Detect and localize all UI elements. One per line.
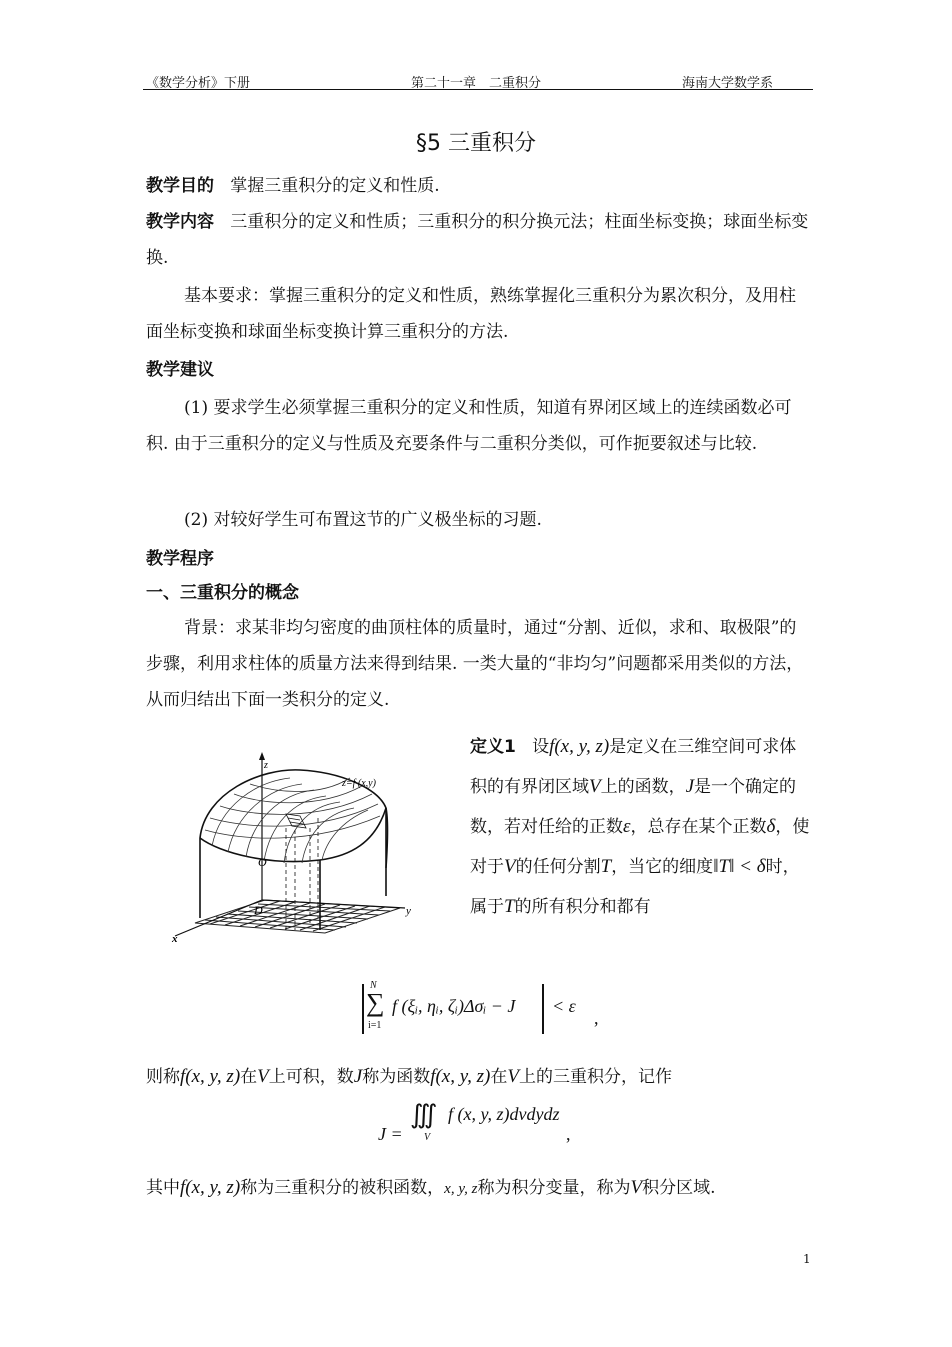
- def-text: 的所有积分和都有: [514, 897, 651, 917]
- def-text: 上的函数，: [600, 777, 686, 797]
- basic-requirement: 基本要求：掌握三重积分的定义和性质，熟练掌握化三重积分为累次积分，及用柱面坐标变换和球面坐标变换计算三重积分的方法.: [146, 286, 796, 342]
- t-symbol: T: [600, 856, 612, 877]
- v-symbol: V: [630, 1177, 643, 1198]
- x-axis-label: x: [172, 933, 178, 945]
- text: 积分区域.: [642, 1178, 716, 1198]
- integral-domain: V: [424, 1132, 431, 1143]
- def-text: ，总存在某个正数: [630, 817, 767, 837]
- j-symbol: J: [353, 1066, 363, 1087]
- def-text: 是定义在三维空间可求体积的有界闭区域: [470, 737, 797, 797]
- fxyz-term: f(x, y, z): [180, 1177, 241, 1198]
- goal-paragraph: [146, 168, 810, 204]
- v-symbol: V: [507, 1066, 519, 1087]
- advice-item-1: (1) 要求学生必须掌握三重积分的定义和性质，知道有界闭区域上的连续函数必可积. 由于三重积分的定义与性质及充要条件与二重积分类似，可作扼要叙述与比较.: [146, 398, 792, 454]
- content-paragraph: [146, 204, 810, 276]
- def-text: 是一个确定的数，若对任给的正数: [470, 777, 797, 837]
- z-axis-label: z: [264, 760, 268, 771]
- variables-term: x, y, z: [444, 1181, 478, 1197]
- def-text: 时，属于: [470, 857, 800, 917]
- text: 则称: [146, 1067, 180, 1087]
- text: 称为函数: [362, 1067, 431, 1087]
- riemann-inequality: [362, 980, 612, 1036]
- integrable-statement: [146, 1059, 810, 1095]
- integral-comma: ,: [566, 1124, 571, 1144]
- def-text: ，当它的细度: [611, 857, 714, 877]
- origin-label: O: [258, 855, 267, 869]
- sum-body: f (ξᵢ, ηᵢ, ζᵢ)Δσᵢ − J: [392, 996, 516, 1016]
- fxyz-term: f(x, y, z): [430, 1066, 491, 1087]
- fxyz-term: f(x, y, z): [549, 736, 610, 757]
- def-text: ，使对于: [470, 817, 810, 877]
- text: 称为积分变量，称为: [477, 1178, 631, 1198]
- advice-item-2: (2) 对较好学生可布置这节的广义极坐标的习题.: [184, 510, 542, 530]
- definition-1: [470, 727, 810, 927]
- t-symbol: T: [504, 896, 515, 917]
- header-right: 海南大学数学系: [682, 76, 774, 91]
- v-symbol: V: [504, 856, 516, 877]
- surface-label: z=f (x,y): [342, 778, 376, 789]
- integral-lhs: J =: [378, 1124, 403, 1144]
- j-symbol: J: [685, 776, 695, 797]
- text: 在: [490, 1067, 508, 1087]
- procedure-label: 教学程序: [146, 549, 214, 569]
- integral-symbol: ∭: [410, 1100, 438, 1129]
- ineq-comma: ,: [594, 1008, 599, 1028]
- sum-symbol: ∑: [366, 988, 385, 1017]
- goal-label: 教学目的: [146, 176, 214, 196]
- text: 上可积，数: [268, 1067, 354, 1087]
- def-text: 设: [532, 737, 550, 757]
- text: 称为三重积分的被积函数，: [240, 1178, 445, 1198]
- sum-upper: N: [370, 980, 377, 991]
- content-label: 教学内容: [146, 212, 214, 232]
- advice-label: 教学建议: [146, 360, 214, 380]
- v-symbol: V: [589, 776, 601, 797]
- region-d-label: D: [254, 903, 263, 917]
- page-title: §5 三重积分: [416, 131, 536, 156]
- delta-symbol: δ: [766, 816, 776, 837]
- goal-text: 掌握三重积分的定义和性质.: [230, 176, 440, 196]
- text: 在: [240, 1067, 258, 1087]
- v-symbol: V: [257, 1066, 269, 1087]
- text: 上的三重积分，记作: [518, 1067, 672, 1087]
- content-text: 三重积分的定义和性质；三重积分的积分换元法；柱面坐标变换；球面坐标变换.: [146, 212, 809, 268]
- background-paragraph: 背景：求某非均匀密度的曲顶柱体的质量时，通过“分割、近似，求和、取极限”的步骤，利用求柱体的质量方法来得到结果. 一类大量的“非均匀”问题都采用类似的方法，从而归结出下面一类积分的定义.: [146, 618, 804, 710]
- y-axis-label: y: [406, 905, 411, 917]
- text: 其中: [146, 1178, 180, 1198]
- norm-t-term: ‖T‖ < δ: [713, 856, 766, 877]
- triple-integral: [378, 1098, 598, 1154]
- ineq-rhs: < ε: [552, 996, 576, 1016]
- sum-lower: i=1: [368, 1020, 382, 1031]
- epsilon-symbol: ε: [623, 816, 631, 837]
- surface-figure: [150, 748, 440, 958]
- fxyz-term: f(x, y, z): [180, 1066, 241, 1087]
- def-text: 的任何分割: [515, 857, 601, 877]
- header-center: 第二十一章 二重积分: [411, 76, 542, 91]
- page-number: 1: [803, 1252, 811, 1266]
- header-rule: [143, 89, 813, 90]
- terms-statement: [146, 1170, 810, 1207]
- integrand: f (x, y, z)dvdydz: [448, 1104, 560, 1124]
- definition-label: 定义1: [470, 737, 516, 757]
- header-left: 《数学分析》下册: [146, 76, 251, 91]
- section-1-title: 一、三重积分的概念: [146, 583, 299, 603]
